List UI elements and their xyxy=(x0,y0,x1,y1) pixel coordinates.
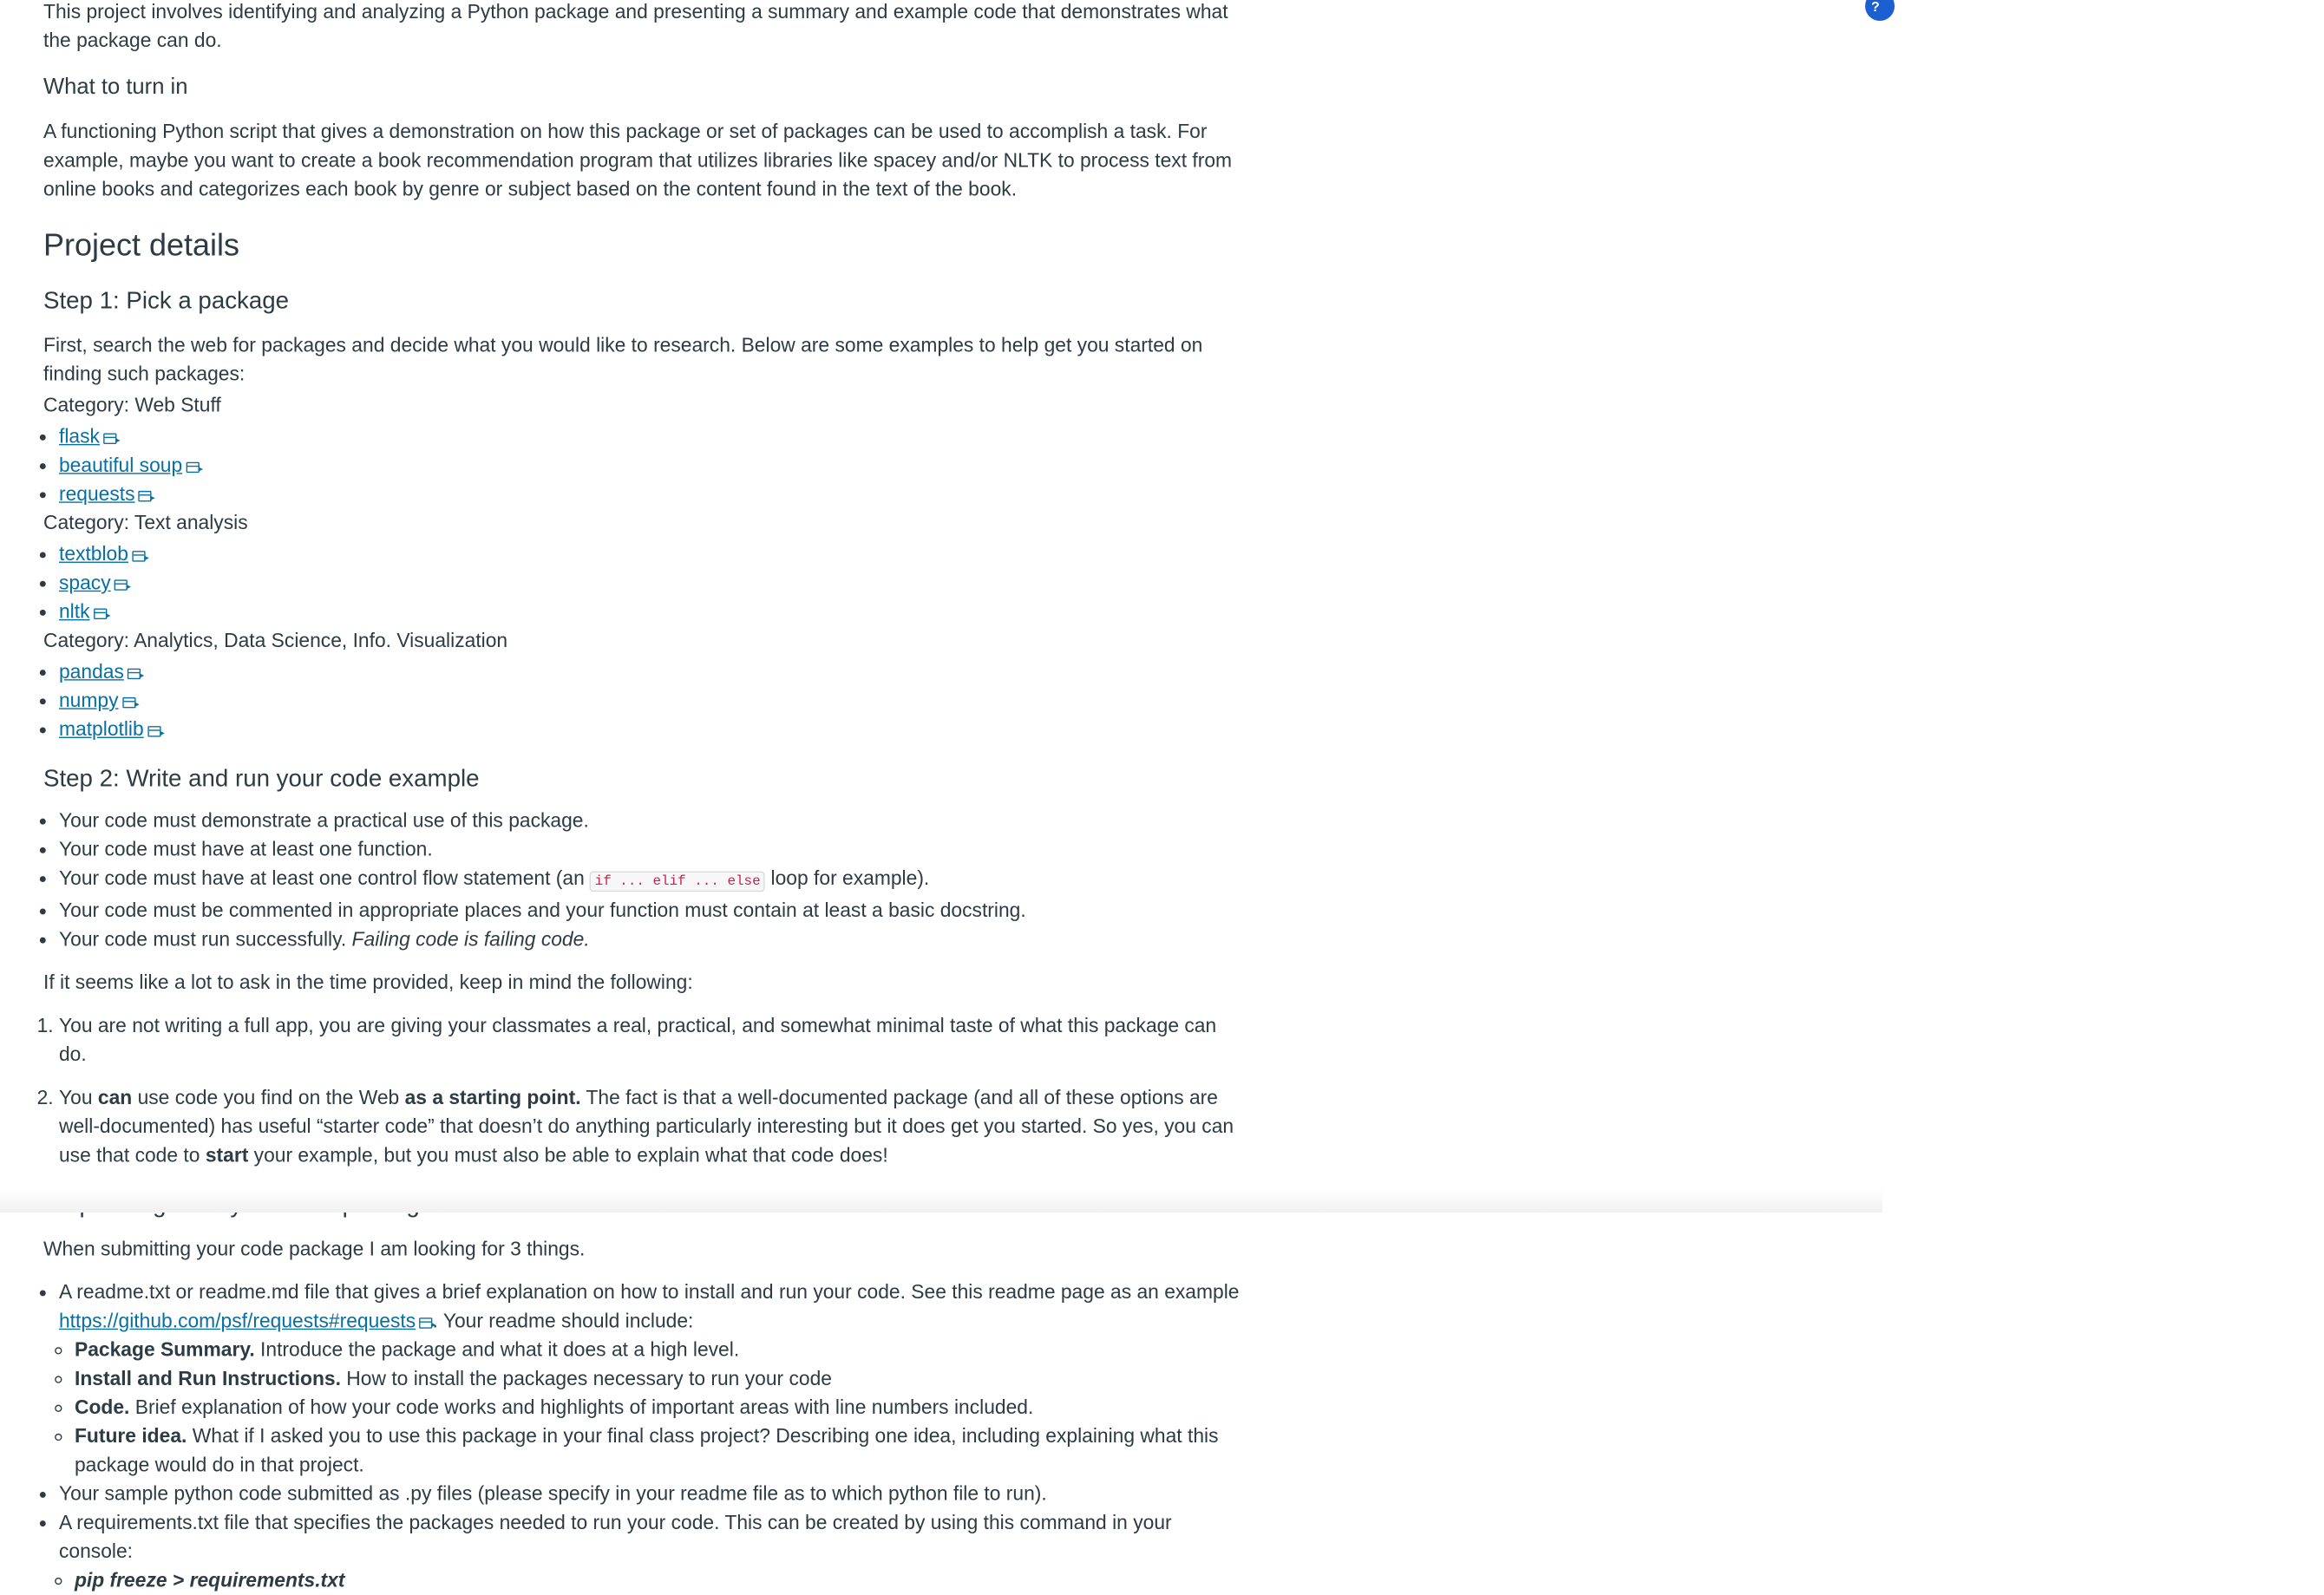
external-link-icon xyxy=(147,726,160,736)
control-flow-code: if ... elif ... else xyxy=(590,872,765,892)
external-link-icon xyxy=(419,1317,432,1328)
point2-starting-point: as a starting point. xyxy=(404,1087,581,1109)
sub-text: Brief explanation of how your code works and highlights of important areas with line numbers included. xyxy=(129,1396,1034,1419)
help-icon: ? xyxy=(1871,0,1880,15)
sub-text: How to install the packages necessary to run your code xyxy=(340,1368,832,1390)
sub-text: Introduce the package and what it does at a high level. xyxy=(254,1339,740,1362)
list-item xyxy=(59,925,1244,954)
category-analytics: Category: Analytics, Data Science, Info. Visualization xyxy=(43,630,508,652)
external-link-icon xyxy=(186,462,199,473)
list-item xyxy=(59,716,1244,744)
list-item xyxy=(75,1422,1244,1480)
req5-emphasis: Failing code is failing code. xyxy=(351,928,590,951)
requirements-text: A requirements.txt file that specifies the packages needed to run your code. This can be created by using this command in your console: xyxy=(58,1512,1172,1563)
point2-can: can xyxy=(97,1087,133,1109)
list-item xyxy=(59,1508,1244,1595)
external-link-icon xyxy=(94,609,107,619)
list-item xyxy=(59,569,1244,598)
matplotlib-link[interactable]: matplotlib xyxy=(58,718,144,741)
turn-in-text: A functioning Python script that gives a demonstration on how this package or set of packages can be used to accomplish a task. For example, maybe you want to create a book recommendation program that utilizes libraries like spacey and/or NLTK to process text from online books and categorizes each book by genre or subject based on the content found in the text of the book. xyxy=(43,121,1233,201)
list-item: • Your code must have at least one function. xyxy=(59,835,1244,864)
pip-command-list xyxy=(59,1566,1244,1595)
project-details-heading: Project details xyxy=(43,226,239,264)
bottom-shade xyxy=(0,1188,1882,1213)
turn-in-heading: What to turn in xyxy=(43,73,188,99)
category-text-analysis: Category: Text analysis xyxy=(43,512,248,534)
pandas-link[interactable]: pandas xyxy=(58,661,124,683)
external-link-icon xyxy=(122,697,135,708)
category-web: Category: Web Stuff xyxy=(43,395,221,417)
step3-intro: When submitting your code package I am looking for 3 things. xyxy=(43,1238,586,1260)
step2-requirements xyxy=(43,807,1244,954)
assignment-content xyxy=(43,0,2324,1595)
list-item xyxy=(59,1083,1244,1170)
sub-text: What if I asked you to use this package in your final class project? Describing one idea, including explaining what this package would do in that project. xyxy=(74,1425,1219,1476)
list-item xyxy=(59,864,1244,896)
numpy-link[interactable]: numpy xyxy=(58,690,119,712)
flask-link[interactable]: flask xyxy=(58,426,100,448)
list-item xyxy=(75,1336,1244,1364)
external-link-icon xyxy=(139,491,152,501)
sub-bold: Install and Run Instructions. xyxy=(74,1368,341,1390)
list-item: • Your code must demonstrate a practical use of this package. xyxy=(59,807,1244,835)
point2-text: use code you find on the Web xyxy=(132,1087,405,1109)
readme-example-link[interactable]: https://github.com/psf/requests#requests xyxy=(58,1311,416,1332)
step2-heading: Step 2: Write and run your code example xyxy=(43,765,480,793)
list-item xyxy=(59,598,1244,626)
keep-in-mind-text: If it seems like a lot to ask in the time provided, keep in mind the following: xyxy=(43,971,693,994)
web-packages-list xyxy=(43,422,1244,509)
pip-command: pip freeze > requirements.txt xyxy=(74,1569,345,1592)
list-item: 1. You are not writing a full app, you are giving your classmates a real, practical, and somewhat minimal taste of what this package can do. xyxy=(59,1011,1244,1069)
sub-bold: Future idea. xyxy=(74,1425,187,1448)
spacy-link[interactable]: spacy xyxy=(58,572,111,594)
external-link-icon xyxy=(115,579,128,590)
readme-contents-list xyxy=(59,1336,1244,1480)
req5-text: Your code must run successfully. xyxy=(58,928,352,951)
list-item xyxy=(75,1393,1244,1422)
list-item xyxy=(59,686,1244,715)
text-packages-list xyxy=(43,540,1244,627)
list-item xyxy=(75,1364,1244,1393)
list-item: • Your sample python code submitted as .py files (please specify in your readme file as to which python file to run). xyxy=(59,1480,1244,1508)
point2-text: The fact is that a well-documented package (and all of these options are well-documented) has useful “starter code” that doesn’t do anything particularly interesting but it does get you started. So yes, you can use that code to xyxy=(58,1087,1234,1167)
list-item xyxy=(75,1566,1244,1595)
nltk-link[interactable]: nltk xyxy=(58,601,90,624)
readme-text: A readme.txt or readme.md file that gives a brief explanation on how to install and run your code. See this readme page as an example xyxy=(58,1281,1240,1304)
req3-text-end: loop for example). xyxy=(765,867,930,890)
requests-link[interactable]: requests xyxy=(58,483,135,506)
readme-text-end: . Your readme should include: xyxy=(432,1311,694,1332)
sub-bold: Package Summary. xyxy=(74,1339,255,1362)
step1-intro: First, search the web for packages and decide what you would like to research. Below are some examples to help get you started on finding such packages: xyxy=(43,335,1203,386)
list-item xyxy=(59,480,1244,508)
point2-text: your example, but you must also be able to explain what that code does! xyxy=(248,1145,888,1167)
list-item: • Your code must be commented in appropriate places and your function must contain at least a basic docstring. xyxy=(59,897,1244,925)
beautiful-soup-link[interactable]: beautiful soup xyxy=(58,454,183,477)
req3-text: Your code must have at least one control flow statement (an xyxy=(58,867,591,890)
step3-list xyxy=(43,1278,1244,1595)
external-link-icon xyxy=(128,669,141,679)
intro-text: This project involves identifying and analyzing a Python package and presenting a summary and example code that demonstrates what the package can do. xyxy=(43,1,1228,52)
list-item xyxy=(59,451,1244,480)
list-item xyxy=(59,657,1244,686)
list-item xyxy=(59,1278,1244,1480)
step1-heading: Step 1: Pick a package xyxy=(43,288,290,315)
external-link-icon xyxy=(132,551,145,561)
keep-in-mind-list xyxy=(43,1011,1244,1170)
point2-start: start xyxy=(205,1145,249,1167)
external-link-icon xyxy=(103,434,116,444)
list-item xyxy=(59,540,1244,569)
textblob-link[interactable]: textblob xyxy=(58,543,128,565)
analytics-packages-list xyxy=(43,657,1244,744)
point2-text: You xyxy=(58,1087,98,1109)
sub-bold: Code. xyxy=(74,1396,130,1419)
list-item xyxy=(59,422,1244,451)
